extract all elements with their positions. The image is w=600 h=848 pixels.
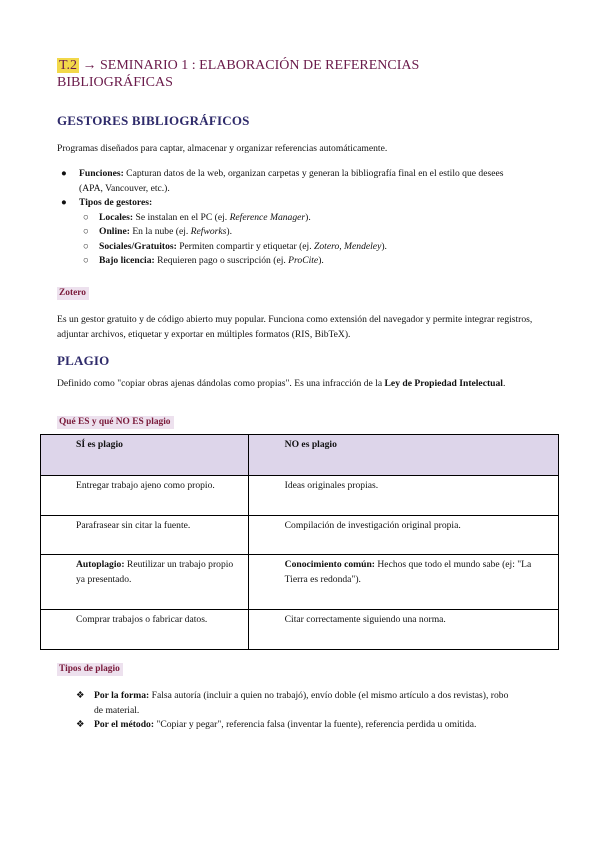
list-item (79, 225, 517, 240)
plagio-definition (57, 376, 545, 391)
table-cell (41, 610, 249, 650)
tipo-text-end: ). (305, 211, 311, 223)
funciones-label: Funciones: (79, 168, 124, 179)
circle-bullet-icon: ○ (83, 226, 89, 237)
tipo-label: Online: (99, 226, 130, 237)
law-name: Ley de Propiedad Intelectual (384, 378, 503, 389)
table-tag: Qué ES y qué NO ES plagio (57, 416, 174, 429)
table-row (41, 516, 559, 555)
header-cell-si (41, 435, 249, 476)
bullet-icon: ● (61, 168, 67, 179)
list-item (79, 240, 517, 255)
table-cell (248, 610, 558, 650)
list-item (57, 196, 517, 269)
diamond-bullet-icon: ❖ (76, 690, 85, 701)
gestores-intro: Programas diseñados para captar, almacenar y organizar referencias automáticamente. (57, 143, 388, 154)
table-row (41, 610, 559, 650)
table-cell (248, 476, 558, 516)
tipos-plagio-tag: Tipos de plagio (57, 663, 123, 676)
title-text: SEMINARIO 1 : ELABORACIÓN DE REFERENCIAS BIBLIOGRÁFICAS (57, 58, 420, 90)
section-heading-gestores: GESTORES BIBLIOGRÁFICOS (57, 113, 250, 128)
document-title (57, 57, 537, 91)
list-item (79, 254, 517, 269)
tipo-label: Sociales/Gratuitos: (99, 240, 177, 252)
tipo-text: En la nube (ej. (129, 226, 191, 237)
zotero-tag: Zotero (57, 287, 89, 300)
diamond-bullet-icon: ❖ (76, 719, 85, 730)
circle-bullet-icon: ○ (83, 255, 89, 266)
tipo-example: Zotero, Mendeley (314, 240, 382, 252)
table-cell (41, 476, 249, 516)
tipos-sublist (79, 211, 517, 269)
tipo-example: ProCite (288, 255, 319, 266)
cell-text: Entregar trabajo ajeno como propio. (76, 480, 215, 491)
col-si-label: SÍ es plagio (76, 439, 123, 450)
tipo-example: Refworks (190, 226, 227, 237)
col-no-label: NO es plagio (284, 439, 337, 450)
tipo-plagio-text: "Copiar y pegar", referencia falsa (inventar la fuente), referencia perdida u omitida. (154, 719, 477, 730)
tipo-plagio-text: Falsa autoría (incluir a quien no trabajó), envío doble (el mismo artículo a dos revistas), robo de material. (94, 690, 509, 716)
tipo-plagio-label: Por el método: (94, 719, 155, 730)
table-cell (248, 516, 558, 555)
table-row (41, 476, 559, 516)
zotero-text: Es un gestor gratuito y de código abierto muy popular. Funciona como extensión del navegador y permite integrar registros, adjuntar archivos, etiquetar y exportar en múltiples formatos (RIS, BibTeX). (57, 314, 533, 340)
header-cell-no (248, 435, 558, 476)
cell-text: Compilación de investigación original propia. (284, 520, 461, 531)
definition-end: . (502, 378, 506, 389)
table-cell (41, 555, 249, 610)
table-header-row (41, 435, 559, 476)
cell-text: Hechos que todo el mundo sabe (ej: "La Tierra es redonda"). (284, 559, 532, 585)
cell-text: Comprar trabajos o fabricar datos. (76, 614, 208, 625)
tipo-text: Requieren pago o suscripción (ej. (154, 255, 289, 266)
table-row (41, 555, 559, 610)
table-cell (41, 516, 249, 555)
arrow-glyph: → (82, 58, 97, 73)
circle-bullet-icon: ○ (83, 211, 89, 223)
cell-label: Autoplagio: (76, 559, 125, 570)
funciones-text: Capturan datos de la web, organizan carpetas y generan la bibliografía final en el estilo que desees (APA, Vancouver, etc.). (79, 168, 504, 194)
list-item (76, 718, 516, 733)
list-item (57, 167, 517, 196)
section-heading-plagio: PLAGIO (57, 353, 110, 368)
tipo-example: Reference Manager (229, 211, 306, 223)
cell-text: Parafrasear sin citar la fuente. (76, 520, 191, 531)
circle-bullet-icon: ○ (83, 240, 89, 252)
tipo-text: Permiten compartir y etiquetar (ej. (176, 240, 315, 252)
definition-text: Definido como "copiar obras ajenas dándolas como propias". Es una infracción de la (57, 378, 385, 389)
bullet-icon: ● (61, 197, 67, 208)
tipo-label: Bajo licencia: (99, 255, 155, 266)
tipo-text-end: ). (381, 240, 387, 252)
tipo-text: Se instalan en el PC (ej. (133, 211, 230, 223)
tipo-label: Locales: (99, 211, 134, 223)
topic-code: T.2 (59, 58, 78, 73)
cell-label: Conocimiento común: (284, 559, 375, 570)
table-cell (248, 555, 558, 610)
cell-text: Ideas originales propias. (284, 480, 379, 491)
tipo-text-end: ). (226, 226, 232, 237)
tipo-plagio-label: Por la forma: (94, 690, 150, 701)
plagio-table (40, 434, 559, 650)
tipos-plagio-list (76, 689, 516, 733)
gestores-list (57, 167, 517, 269)
tipo-text-end: ). (318, 255, 324, 266)
list-item (76, 689, 516, 718)
cell-text: Citar correctamente siguiendo una norma. (284, 614, 446, 625)
cell-text: Reutilizar un trabajo propio ya presentado. (76, 559, 234, 585)
list-item (79, 211, 517, 226)
tipos-label: Tipos de gestores: (79, 197, 153, 208)
